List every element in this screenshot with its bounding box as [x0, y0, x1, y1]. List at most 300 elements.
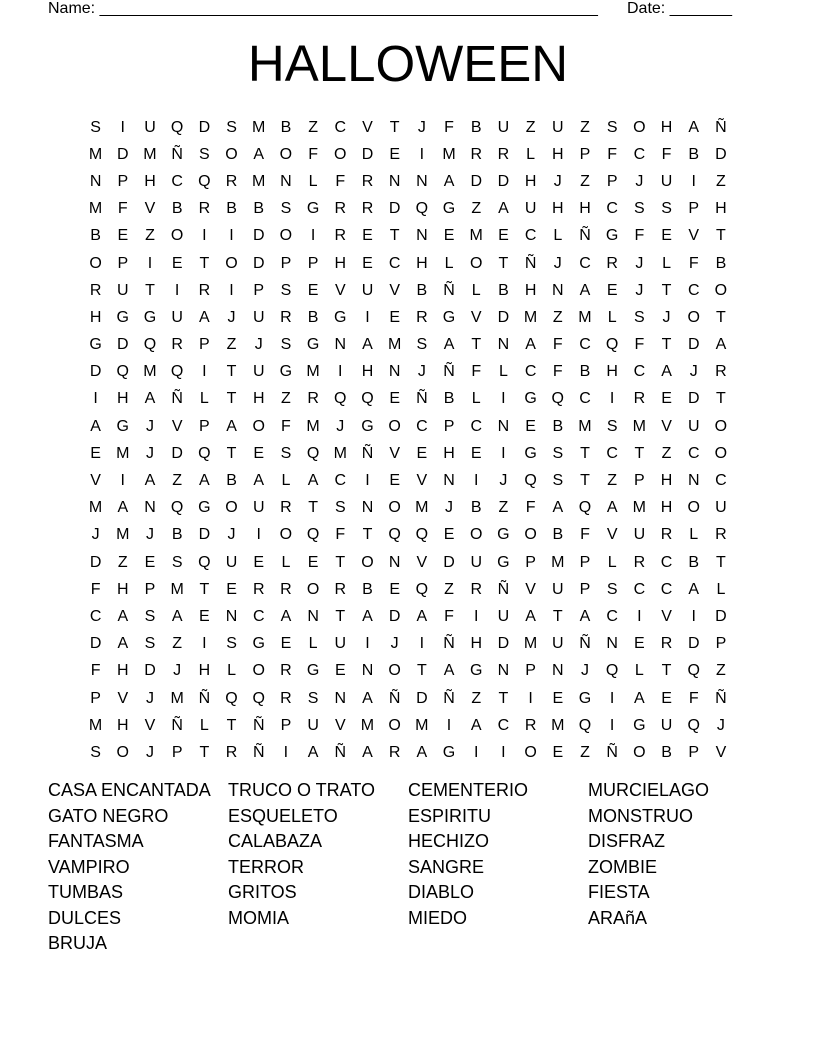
grid-letter: Ñ	[388, 689, 401, 707]
grid-letter: G	[279, 363, 293, 381]
grid-letter: F	[335, 526, 346, 544]
grid-letter: B	[226, 200, 237, 218]
grid-letter: M	[632, 499, 646, 517]
grid-letter: D	[497, 635, 510, 653]
grid-letter: M	[387, 336, 402, 354]
grid-letter: R	[280, 308, 292, 326]
grid-letter: T	[716, 308, 726, 326]
grid-letter: V	[334, 716, 346, 734]
grid-letter: E	[253, 444, 265, 462]
grid-letter: H	[470, 635, 482, 653]
grid-letter: I	[419, 635, 425, 653]
grid-letter: M	[306, 417, 320, 435]
grid-letter: R	[524, 716, 537, 734]
word-list-item: GRITOS	[228, 882, 297, 902]
grid-letter: U	[552, 635, 564, 653]
grid-letter: Z	[716, 172, 726, 190]
grid-letter: Q	[687, 716, 700, 734]
grid-letter: D	[416, 689, 428, 707]
grid-letter: H	[660, 472, 673, 490]
grid-letter: G	[306, 336, 320, 354]
grid-letter: B	[171, 526, 183, 544]
grid-letter: G	[442, 308, 456, 326]
grid-letter: V	[715, 743, 727, 761]
grid-letter: Z	[525, 118, 536, 136]
grid-letter: I	[446, 716, 452, 734]
grid-letter: H	[524, 281, 537, 299]
grid-letter: I	[473, 472, 479, 490]
grid-letter: B	[226, 472, 237, 490]
grid-letter: U	[687, 417, 700, 435]
grid-letter: Q	[334, 390, 347, 408]
grid-letter: O	[225, 145, 238, 163]
grid-letter: D	[388, 607, 401, 625]
grid-letter: Q	[687, 662, 700, 680]
grid-letter: Z	[716, 662, 726, 680]
grid-letter: I	[609, 716, 615, 734]
word-list-item: FANTASMA	[48, 831, 144, 851]
grid-letter: Ñ	[443, 689, 455, 707]
grid-letter: S	[552, 472, 564, 490]
grid-row	[82, 223, 748, 250]
grid-letter: T	[580, 444, 590, 462]
grid-letter: O	[334, 145, 347, 163]
grid-letter: H	[579, 200, 591, 218]
grid-letter: C	[497, 716, 510, 734]
grid-letter: A	[579, 607, 591, 625]
grid-letter: I	[229, 281, 234, 299]
grid-letter: C	[633, 145, 646, 163]
grid-letter: P	[634, 472, 645, 490]
word-list-item: CEMENTERIO	[408, 780, 529, 800]
grid-letter: F	[471, 363, 482, 381]
grid-letter: H	[552, 200, 564, 218]
grid-letter: Ñ	[171, 145, 183, 163]
grid-letter: A	[416, 743, 428, 761]
grid-letter: L	[662, 254, 671, 272]
grid-letter: I	[609, 689, 615, 707]
grid-letter: S	[661, 200, 672, 218]
grid-letter: N	[552, 281, 564, 299]
grid-letter: A	[498, 200, 509, 218]
word-list-item: VAMPIRO	[48, 856, 130, 877]
grid-letter: Ñ	[579, 635, 591, 653]
grid-letter: N	[307, 607, 319, 625]
grid-letter: E	[443, 526, 455, 544]
grid-letter: M	[551, 716, 565, 734]
grid-letter: J	[553, 172, 562, 190]
grid-letter: A	[579, 281, 591, 299]
grid-letter: A	[144, 390, 156, 408]
grid-row	[82, 141, 748, 168]
grid-letter: M	[360, 716, 375, 734]
grid-letter: O	[687, 499, 700, 517]
grid-letter: N	[497, 336, 510, 354]
grid-letter: G	[306, 200, 320, 218]
grid-letter: I	[473, 607, 479, 625]
grid-letter: A	[525, 336, 536, 354]
grid-letter: M	[116, 444, 130, 462]
grid-row	[82, 168, 748, 195]
grid-letter: J	[417, 363, 426, 381]
grid-letter: O	[361, 553, 374, 571]
grid-letter: E	[307, 553, 319, 571]
grid-letter: Q	[198, 172, 211, 190]
grid-letter: Q	[415, 526, 429, 544]
grid-letter: O	[279, 227, 293, 245]
grid-letter: G	[89, 336, 102, 354]
grid-letter: F	[90, 580, 101, 598]
grid-letter: E	[470, 444, 482, 462]
grid-letter: G	[578, 689, 592, 707]
grid-letter: S	[144, 635, 156, 653]
grid-letter: A	[199, 472, 210, 490]
grid-letter: J	[553, 254, 562, 272]
grid-letter: J	[173, 662, 182, 680]
grid-letter: N	[416, 227, 428, 245]
grid-row	[82, 739, 748, 766]
grid-letter: O	[469, 526, 483, 544]
grid-letter: Q	[116, 363, 129, 381]
grid-letter: Q	[252, 689, 265, 707]
grid-letter: V	[416, 553, 428, 571]
grid-letter: H	[361, 363, 374, 381]
grid-row	[82, 712, 748, 739]
grid-letter: Z	[117, 553, 128, 571]
grid-letter: O	[170, 227, 184, 245]
grid-letter: Q	[415, 580, 429, 598]
grid-row	[82, 467, 748, 494]
grid-letter: H	[144, 172, 156, 190]
grid-letter: J	[336, 417, 345, 435]
grid-letter: J	[689, 363, 698, 381]
grid-letter: G	[334, 308, 347, 326]
word-list-item: ESQUELETO	[228, 805, 338, 826]
grid-letter: L	[607, 553, 617, 571]
header-line	[48, 0, 748, 20]
grid-row	[82, 631, 748, 658]
grid-letter: F	[688, 689, 699, 707]
grid-letter: V	[661, 417, 672, 435]
grid-letter: D	[198, 118, 211, 136]
grid-letter: Z	[580, 743, 590, 761]
grid-row	[82, 332, 748, 359]
word-list-item: GATO NEGRO	[48, 805, 169, 826]
grid-letter: S	[634, 200, 645, 218]
grid-letter: F	[552, 336, 563, 354]
grid-letter: T	[716, 390, 726, 408]
grid-letter: B	[552, 526, 564, 544]
grid-letter: A	[470, 716, 482, 734]
grid-letter: I	[202, 363, 207, 381]
grid-letter: I	[120, 118, 125, 136]
word-list-item: ZOMBIE	[588, 856, 658, 877]
grid-letter: C	[633, 580, 646, 598]
grid-letter: C	[687, 444, 700, 462]
grid-letter: U	[633, 526, 646, 544]
grid-letter: R	[361, 200, 374, 218]
grid-letter: P	[199, 417, 210, 435]
grid-letter: H	[117, 662, 129, 680]
grid-letter: E	[226, 580, 237, 598]
grid-letter: M	[578, 417, 592, 435]
grid-letter: Z	[471, 200, 482, 218]
grid-letter: F	[607, 145, 618, 163]
grid-letter: D	[171, 444, 183, 462]
grid-letter: B	[171, 200, 183, 218]
grid-letter: P	[280, 254, 292, 272]
grid-letter: M	[333, 444, 347, 462]
grid-letter: E	[661, 689, 672, 707]
grid-letter: E	[334, 662, 346, 680]
grid-letter: U	[171, 308, 183, 326]
grid-letter: N	[606, 635, 618, 653]
grid-letter: R	[280, 689, 292, 707]
grid-letter: Ñ	[443, 363, 455, 381]
grid-letter: L	[199, 390, 209, 408]
grid-letter: U	[252, 363, 265, 381]
grid-letter: D	[252, 227, 265, 245]
grid-letter: L	[308, 635, 318, 653]
grid-letter: G	[497, 553, 510, 571]
grid-letter: L	[281, 553, 291, 571]
grid-letter: O	[388, 716, 401, 734]
grid-letter: I	[120, 472, 125, 490]
grid-letter: S	[416, 336, 428, 354]
grid-letter: E	[606, 281, 618, 299]
grid-row	[82, 304, 748, 331]
grid-letter: Q	[388, 526, 401, 544]
grid-letter: A	[117, 635, 129, 653]
grid-letter: Ñ	[443, 635, 455, 653]
grid-letter: D	[715, 607, 727, 625]
grid-letter: H	[198, 662, 211, 680]
grid-letter: G	[442, 200, 456, 218]
grid-letter: D	[497, 172, 510, 190]
grid-letter: I	[501, 743, 506, 761]
grid-letter: Z	[145, 227, 155, 245]
grid-letter: R	[497, 145, 510, 163]
grid-letter: R	[280, 499, 292, 517]
grid-letter: T	[471, 336, 482, 354]
word-list-item: BRUJA	[48, 933, 108, 953]
grid-letter: E	[90, 444, 101, 462]
grid-letter: G	[116, 308, 129, 326]
grid-letter: E	[253, 553, 265, 571]
grid-letter: L	[444, 254, 454, 272]
grid-letter: T	[416, 662, 427, 680]
grid-letter: F	[688, 254, 699, 272]
grid-letter: I	[229, 227, 234, 245]
grid-letter: M	[551, 553, 565, 571]
grid-letter: C	[579, 390, 591, 408]
grid-letter: N	[89, 172, 102, 190]
grid-letter: V	[117, 689, 129, 707]
grid-letter: G	[633, 716, 646, 734]
grid-letter: Q	[198, 553, 211, 571]
grid-letter: Ñ	[171, 390, 183, 408]
grid-letter: Ñ	[715, 689, 727, 707]
grid-letter: I	[419, 145, 425, 163]
grid-letter: E	[416, 444, 428, 462]
grid-letter: R	[388, 743, 401, 761]
grid-letter: U	[334, 635, 347, 653]
grid-letter: E	[280, 635, 292, 653]
grid-letter: Q	[198, 444, 211, 462]
grid-letter: O	[279, 526, 293, 544]
grid-letter: M	[632, 417, 646, 435]
grid-row	[82, 114, 748, 141]
grid-letter: M	[143, 363, 157, 381]
grid-letter: S	[171, 553, 183, 571]
grid-letter: R	[361, 172, 374, 190]
grid-letter: L	[689, 526, 699, 544]
grid-letter: E	[498, 227, 509, 245]
grid-letter: V	[144, 716, 156, 734]
grid-letter: T	[498, 689, 509, 707]
grid-letter: C	[470, 417, 482, 435]
grid-letter: T	[580, 472, 590, 490]
grid-letter: A	[443, 336, 455, 354]
grid-letter: F	[90, 662, 101, 680]
grid-row	[82, 359, 748, 386]
grid-letter: G	[116, 417, 129, 435]
grid-letter: B	[280, 118, 292, 136]
grid-letter: F	[281, 417, 291, 435]
grid-letter: A	[307, 472, 319, 490]
grid-letter: S	[280, 281, 292, 299]
grid-letter: P	[688, 200, 700, 218]
grid-letter: P	[579, 145, 591, 163]
grid-letter: F	[661, 145, 672, 163]
grid-letter: L	[526, 145, 536, 163]
grid-letter: B	[416, 281, 428, 299]
grid-letter: S	[280, 444, 292, 462]
word-list-item: HECHIZO	[408, 831, 489, 851]
grid-letter: J	[227, 308, 236, 326]
grid-letter: E	[525, 417, 536, 435]
grid-letter: G	[361, 417, 374, 435]
word-list-item: SANGRE	[408, 856, 485, 877]
grid-letter: M	[170, 689, 184, 707]
grid-letter: L	[716, 580, 726, 598]
grid-letter: U	[252, 308, 265, 326]
grid-letter: P	[525, 553, 536, 571]
grid-letter: L	[199, 716, 209, 734]
grid-letter: V	[90, 472, 101, 490]
grid-letter: O	[388, 499, 401, 517]
grid-letter: L	[308, 172, 318, 190]
grid-letter: E	[199, 607, 210, 625]
grid-letter: Z	[281, 390, 291, 408]
grid-letter: J	[145, 526, 154, 544]
grid-letter: A	[634, 689, 645, 707]
grid-letter: B	[579, 363, 591, 381]
grid-row	[82, 658, 748, 685]
grid-row	[82, 685, 748, 712]
grid-letter: N	[388, 553, 401, 571]
grid-letter: S	[144, 607, 156, 625]
grid-letter: Ñ	[198, 689, 211, 707]
grid-letter: J	[227, 526, 236, 544]
grid-letter: Z	[661, 444, 672, 462]
grid-letter: D	[497, 308, 510, 326]
grid-letter: P	[606, 172, 618, 190]
grid-letter: I	[691, 172, 696, 190]
grid-letter: N	[443, 472, 455, 490]
grid-letter: I	[365, 472, 370, 490]
word-list-item: MONSTRUO	[588, 805, 693, 826]
grid-letter: U	[660, 172, 673, 190]
grid-letter: O	[388, 417, 401, 435]
grid-letter: H	[334, 254, 347, 272]
grid-letter: O	[524, 743, 537, 761]
grid-letter: P	[525, 662, 536, 680]
grid-letter: R	[715, 363, 727, 381]
grid-letter: I	[256, 526, 261, 544]
grid-letter: C	[171, 172, 183, 190]
grid-letter: N	[388, 363, 401, 381]
grid-letter: G	[524, 390, 537, 408]
grid-letter: I	[147, 254, 153, 272]
grid-letter: M	[306, 363, 320, 381]
grid-letter: J	[716, 716, 725, 734]
grid-letter: J	[91, 526, 100, 544]
grid-row	[82, 413, 748, 440]
grid-letter: H	[89, 308, 102, 326]
grid-letter: E	[634, 635, 645, 653]
grid-letter: H	[715, 200, 727, 218]
word-list-item: TRUCO O TRATO	[228, 780, 376, 800]
grid-letter: O	[469, 254, 483, 272]
grid-letter: H	[252, 390, 265, 408]
grid-letter: R	[280, 662, 292, 680]
grid-letter: N	[552, 662, 564, 680]
grid-letter: M	[578, 308, 592, 326]
grid-letter: F	[580, 526, 590, 544]
grid-letter: A	[253, 145, 265, 163]
grid-letter: T	[226, 390, 237, 408]
grid-letter: A	[525, 607, 536, 625]
grid-letter: O	[524, 526, 537, 544]
grid-letter: R	[470, 145, 482, 163]
grid-letter: O	[714, 444, 728, 462]
grid-letter: E	[144, 553, 156, 571]
grid-letter: Z	[498, 499, 509, 517]
grid-letter: T	[362, 526, 373, 544]
grid-letter: H	[606, 363, 618, 381]
grid-row	[82, 576, 748, 603]
word-list-item: TUMBAS	[48, 882, 124, 902]
grid-row	[82, 196, 748, 223]
grid-letter: P	[280, 716, 292, 734]
grid-letter: I	[365, 635, 370, 653]
grid-letter: S	[280, 200, 292, 218]
grid-letter: I	[174, 281, 180, 299]
grid-letter: E	[171, 254, 183, 272]
grid-row	[82, 277, 748, 304]
grid-letter: Q	[605, 662, 619, 680]
word-list-item: CASA ENCANTADA	[48, 780, 211, 800]
grid-letter: A	[171, 607, 183, 625]
grid-letter: M	[415, 716, 429, 734]
grid-letter: T	[389, 227, 400, 245]
grid-letter: L	[281, 472, 291, 490]
grid-letter: H	[117, 390, 129, 408]
grid-letter: O	[633, 743, 646, 761]
grid-letter: Ñ	[361, 444, 374, 462]
grid-letter: D	[361, 145, 374, 163]
